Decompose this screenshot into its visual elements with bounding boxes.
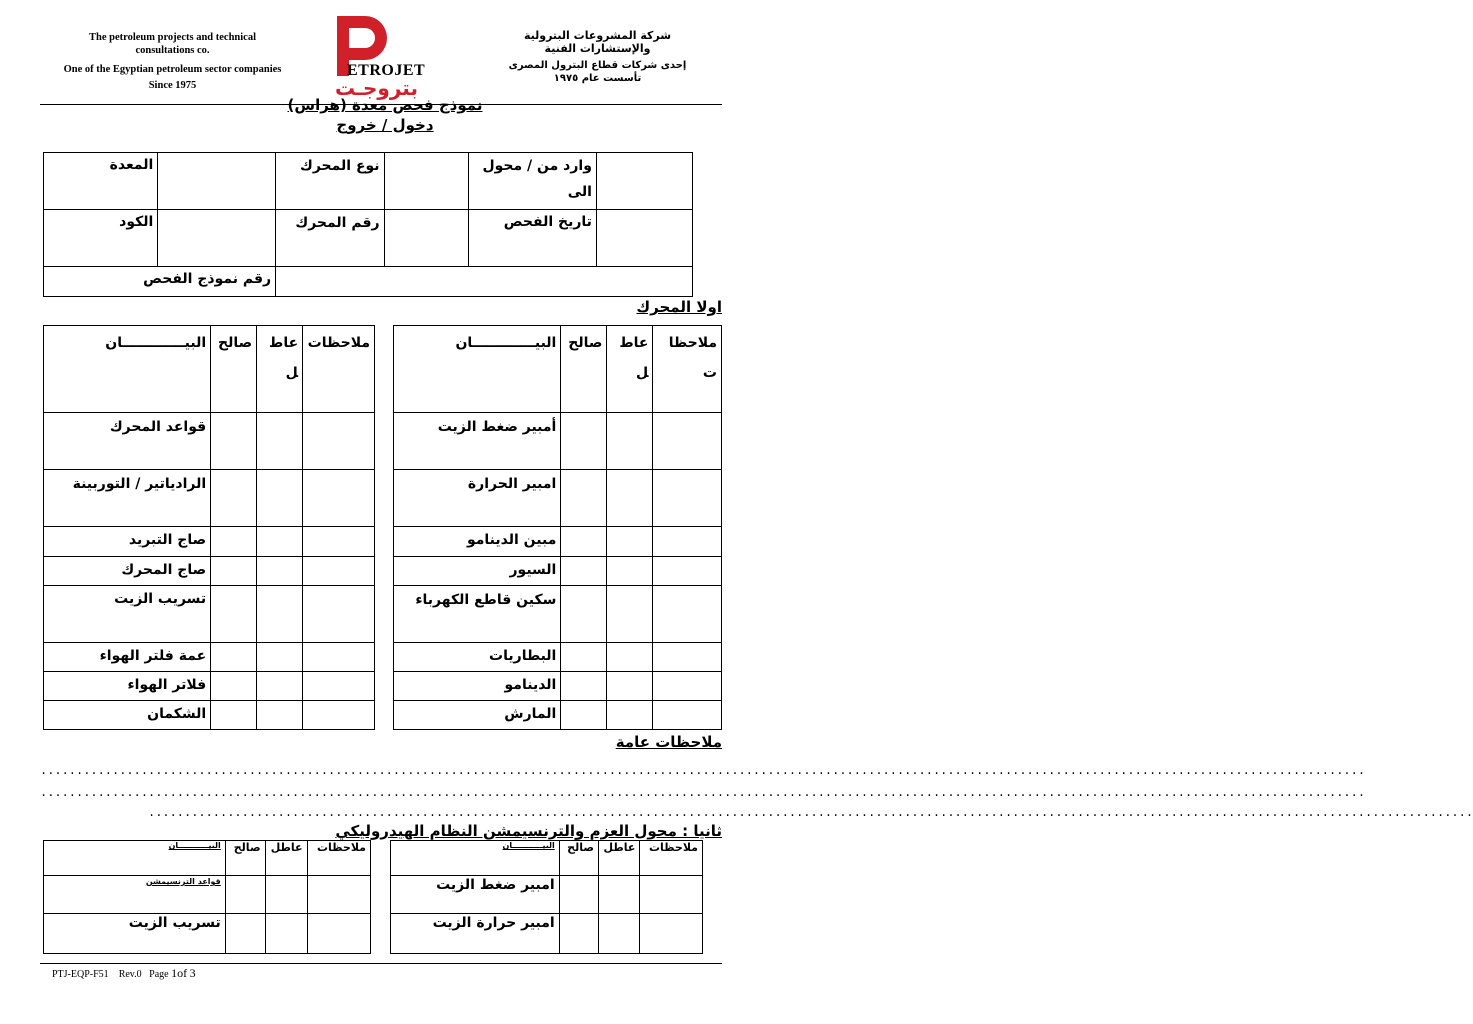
notes-cell[interactable] [653, 557, 722, 586]
row-item: مبين الدينامو [394, 527, 561, 557]
row-item: صاج التبريد [44, 527, 211, 557]
logo-text-ar: بتروجـت [335, 76, 418, 100]
engine-table-left [43, 325, 375, 730]
ok-cell[interactable] [561, 672, 607, 701]
header-ok-label: صالح [218, 335, 253, 351]
engine-no-label: رقم المحرك [276, 210, 384, 267]
footer-page-no: 1 [171, 966, 178, 980]
header-item [44, 326, 211, 413]
general-notes-line-3[interactable]: ........................................................................................................................................................................................ [148, 806, 1473, 820]
row-item: عمة فلتر الهواء [44, 643, 211, 672]
faulty-cell[interactable] [598, 914, 639, 954]
notes-cell[interactable] [303, 527, 375, 557]
header-item-label: البيـــــــــــان [502, 841, 555, 850]
company-name-ar-line1: شركة المشروعات البترولية [523, 29, 672, 42]
since-en: Since 1975 [148, 80, 197, 91]
faulty-cell[interactable] [257, 586, 303, 643]
ok-cell[interactable] [211, 672, 257, 701]
row-item: السيور [394, 557, 561, 586]
faulty-cell[interactable] [607, 527, 653, 557]
since-ar: تأسست عام ١٩٧٥ [553, 73, 642, 84]
row-item: امبير حرارة الزيت [391, 914, 560, 954]
footer [52, 966, 196, 981]
faulty-cell[interactable] [607, 470, 653, 527]
header-faulty [265, 841, 307, 876]
ok-cell[interactable] [211, 586, 257, 643]
header-ok-label: صالح [567, 841, 594, 854]
header-notes [653, 326, 722, 413]
footer-of-label: of [177, 966, 188, 980]
code-label: الكود [44, 210, 158, 267]
equipment-label: المعدة [44, 153, 158, 210]
header-notes [307, 841, 370, 876]
code-value[interactable] [158, 210, 276, 267]
form-title: نموذج فحص معدة (هراس) [287, 96, 483, 114]
notes-cell[interactable] [303, 470, 375, 527]
row-item: سكين قاطع الكهرباء [394, 586, 561, 643]
ok-cell[interactable] [561, 586, 607, 643]
ok-cell[interactable] [561, 557, 607, 586]
faulty-cell[interactable] [257, 557, 303, 586]
info-table [43, 152, 693, 297]
faulty-cell[interactable] [257, 413, 303, 470]
ok-cell[interactable] [561, 470, 607, 527]
notes-cell[interactable] [640, 876, 703, 914]
transmission-table-right [390, 840, 703, 954]
notes-cell[interactable] [653, 413, 722, 470]
ok-cell[interactable] [211, 470, 257, 527]
header-notes-label: ملاحظات [317, 841, 366, 854]
faulty-cell[interactable] [265, 876, 307, 914]
notes-cell[interactable] [653, 672, 722, 701]
company-name-en [40, 31, 305, 92]
ok-cell[interactable] [211, 701, 257, 730]
logo-text-en: ETROJET [347, 62, 426, 79]
notes-cell[interactable] [653, 701, 722, 730]
equipment-value[interactable] [158, 153, 276, 210]
row-item: تسريب الزيت [44, 914, 226, 954]
header-faulty-label: عاطل [270, 841, 303, 854]
section2-title: ثانيا : محول العزم والترنسيمشن النظام الهيدروليكي [335, 822, 722, 840]
company-name-en-line1: The petroleum projects and technical [88, 32, 256, 43]
from-to-label: وارد من / محول الى [468, 153, 596, 210]
row-item: البطاريات [394, 643, 561, 672]
faulty-cell[interactable] [257, 643, 303, 672]
from-to-value[interactable] [596, 153, 692, 210]
header-ok-label: صالح [568, 335, 603, 351]
form-subtitle: دخول / خروج [336, 116, 434, 134]
faulty-cell[interactable] [607, 413, 653, 470]
header-notes-label: ملاحظات [649, 841, 698, 854]
ok-cell[interactable] [559, 876, 598, 914]
row-item: قواعد المحرك [44, 413, 211, 470]
notes-cell[interactable] [303, 586, 375, 643]
header-item-label: البيـــــــــــــان [105, 335, 207, 351]
header-faulty [607, 326, 653, 413]
form-no-label: رقم نموذج الفحص [44, 267, 276, 297]
section1-title: اولا المحرك [636, 298, 722, 316]
transmission-table-left [43, 840, 371, 954]
notes-cell[interactable] [303, 672, 375, 701]
faulty-cell[interactable] [607, 643, 653, 672]
header-ok [561, 326, 607, 413]
ok-cell[interactable] [211, 643, 257, 672]
row-item: امبير الحرارة [394, 470, 561, 527]
footer-revision: Rev.0 [118, 969, 142, 980]
header-item [394, 326, 561, 413]
header-faulty-label: عاطل [603, 841, 636, 854]
notes-cell[interactable] [653, 527, 722, 557]
engine-type-value[interactable] [384, 153, 468, 210]
header-ok [211, 326, 257, 413]
faulty-cell[interactable] [257, 470, 303, 527]
notes-cell[interactable] [303, 413, 375, 470]
row-item: قواعد الترنسيمشن [44, 876, 226, 914]
header-ok [225, 841, 265, 876]
row-item: امبير ضغط الزيت [391, 876, 560, 914]
ok-cell[interactable] [211, 557, 257, 586]
row-item: المارش [394, 701, 561, 730]
faulty-cell[interactable] [607, 672, 653, 701]
notes-cell[interactable] [303, 701, 375, 730]
engine-no-value[interactable] [384, 210, 468, 267]
header-notes [640, 841, 703, 876]
header-faulty-label: عاطل [620, 335, 649, 381]
engine-table-right [393, 325, 722, 730]
notes-cell[interactable] [653, 643, 722, 672]
faulty-cell[interactable] [598, 876, 639, 914]
faulty-cell[interactable] [257, 672, 303, 701]
row-item: الدينامو [394, 672, 561, 701]
header-notes-label: ملاحظات [307, 335, 370, 351]
header-notes-label: ملاحظات [668, 335, 717, 381]
header-faulty [257, 326, 303, 413]
faulty-cell[interactable] [257, 701, 303, 730]
ok-cell[interactable] [561, 413, 607, 470]
company-name-ar-line2: والإستشارات الفنية [544, 42, 651, 55]
general-notes-title: ملاحظات عامة [615, 733, 722, 751]
footer-page-label: Page [149, 969, 169, 980]
row-item: صاج المحرك [44, 557, 211, 586]
form-no-value[interactable] [276, 267, 693, 297]
ok-cell[interactable] [561, 643, 607, 672]
notes-cell[interactable] [653, 586, 722, 643]
general-notes-line-1[interactable]: ........................................................................................................................................................................................ [40, 764, 1366, 778]
sector-en: One of the Egyptian petroleum sector companies [63, 64, 282, 75]
row-item: الرادياتير / التوربينة [44, 470, 211, 527]
notes-cell[interactable] [640, 914, 703, 954]
petrojet-logo [325, 12, 440, 102]
row-item: أمبير ضغط الزيت [394, 413, 561, 470]
faulty-cell[interactable] [257, 527, 303, 557]
row-item: فلاتر الهواء [44, 672, 211, 701]
header-item [391, 841, 560, 876]
engine-type-label: نوع المحرك [276, 153, 384, 210]
footer-form-code: PTJ-EQP-F51 [52, 969, 109, 980]
ok-cell[interactable] [225, 876, 265, 914]
row-item: تسريب الزيت [44, 586, 211, 643]
header-item-label: البيـــــــــــان [168, 841, 221, 850]
inspection-date-label: تاريخ الفحص [468, 210, 596, 267]
sector-ar: إحدى شركات قطاع البترول المصرى [508, 60, 687, 71]
faulty-cell[interactable] [607, 586, 653, 643]
footer-divider [40, 963, 722, 964]
header-item-label: البيـــــــــــــان [455, 335, 557, 351]
header-item [44, 841, 226, 876]
header-faulty-label: عاطل [270, 335, 299, 381]
header-ok-label: صالح [233, 841, 261, 854]
ok-cell[interactable] [561, 527, 607, 557]
notes-cell[interactable] [303, 643, 375, 672]
header-ok [559, 841, 598, 876]
header-faulty [598, 841, 639, 876]
ok-cell[interactable] [561, 701, 607, 730]
footer-page-total: 3 [189, 966, 196, 980]
ok-cell[interactable] [559, 914, 598, 954]
notes-cell[interactable] [307, 914, 370, 954]
header-notes [303, 326, 375, 413]
faulty-cell[interactable] [607, 701, 653, 730]
faulty-cell[interactable] [265, 914, 307, 954]
notes-cell[interactable] [307, 876, 370, 914]
ok-cell[interactable] [225, 914, 265, 954]
notes-cell[interactable] [653, 470, 722, 527]
notes-cell[interactable] [303, 557, 375, 586]
company-name-ar [490, 29, 705, 85]
general-notes-line-2[interactable]: ........................................................................................................................................................................................ [40, 786, 1366, 800]
ok-cell[interactable] [211, 413, 257, 470]
faulty-cell[interactable] [607, 557, 653, 586]
ok-cell[interactable] [211, 527, 257, 557]
company-name-en-line2: consultations co. [135, 45, 210, 56]
row-item: الشكمان [44, 701, 211, 730]
inspection-date-value[interactable] [596, 210, 692, 267]
